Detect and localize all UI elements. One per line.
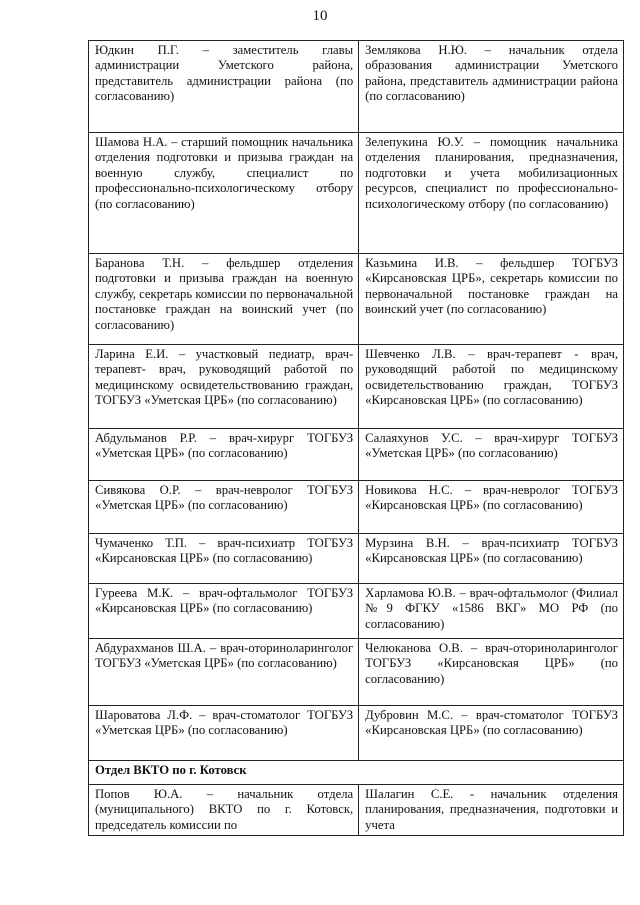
substitute-cell: Новикова Н.С. – врач-невролог ТОГБУЗ «Кирсановская ЦРБ» (по согласованию) (359, 481, 624, 534)
table-row (89, 41, 624, 133)
table-row (89, 639, 624, 706)
member-cell: Юдкин П.Г. – заместитель главы администрации Уметского района, представитель администрации района (по согласованию) (89, 41, 359, 133)
member-cell: Шамова Н.А. – старший помощник начальника отделения подготовки и призыва граждан на военную службу, специалист по профессионально-психологическому отбору (по согласованию) (89, 133, 359, 254)
table-row (89, 584, 624, 639)
substitute-cell: Мурзина В.Н. – врач-психиатр ТОГБУЗ «Кирсановская ЦРБ» (по согласованию) (359, 534, 624, 584)
member-cell: Сивякова О.Р. – врач-невролог ТОГБУЗ «Уметская ЦРБ» (по согласованию) (89, 481, 359, 534)
section-title: Отдел ВКТО по г. Котовск (89, 761, 624, 785)
table-row (89, 481, 624, 534)
substitute-cell: Челюканова О.В. – врач-оториноларинголог ТОГБУЗ «Кирсановская ЦРБ» (по согласованию) (359, 639, 624, 706)
member-cell: Гуреева М.К. – врач-офтальмолог ТОГБУЗ «Кирсановская ЦРБ» (по согласованию) (89, 584, 359, 639)
table-row (89, 785, 624, 836)
substitute-cell: Землякова Н.Ю. – начальник отдела образования администрации Уметского района, представитель администрации района (по согласованию) (359, 41, 624, 133)
substitute-cell: Дубровин М.С. – врач-стоматолог ТОГБУЗ «Кирсановская ЦРБ» (по согласованию) (359, 706, 624, 761)
member-cell: Чумаченко Т.П. – врач-психиатр ТОГБУЗ «Кирсановская ЦРБ» (по согласованию) (89, 534, 359, 584)
table-row (89, 133, 624, 254)
member-cell: Шароватова Л.Ф. – врач-стоматолог ТОГБУЗ «Уметская ЦРБ» (по согласованию) (89, 706, 359, 761)
substitute-cell: Шевченко Л.В. – врач-терапевт - врач, руководящий работой по медицинскому освидетельствованию граждан, ТОГБУЗ «Кирсановская ЦРБ» (по согласованию) (359, 345, 624, 429)
table-row (89, 345, 624, 429)
member-cell: Баранова Т.Н. – фельдшер отделения подготовки и призыва граждан на военную службу, секретарь комиссии по первоначальной постановке граждан на воинский учет (по согласованию) (89, 254, 359, 345)
substitute-cell: Зелепукина Ю.У. – помощник начальника отделения планирования, предназначения, подготовки и учета мобилизационных ресурсов, специалист по профессионально-психологическому отбору (по согласованию) (359, 133, 624, 254)
commission-table (88, 40, 624, 836)
substitute-cell: Харламова Ю.В. – врач-офтальмолог (Филиал №9 ФГКУ «1586 ВКГ» МО РФ (по согласованию) (359, 584, 624, 639)
member-cell: Попов Ю.А. – начальник отдела (муниципального) ВКТО по г. Котовск, председатель комиссии по (89, 785, 359, 836)
member-cell: Абдульманов Р.Р. – врач-хирург ТОГБУЗ «Уметская ЦРБ» (по согласованию) (89, 429, 359, 481)
table-row (89, 429, 624, 481)
substitute-cell: Шалагин С.Е. - начальник отделения планирования, предназначения, подготовки и учета (359, 785, 624, 836)
substitute-cell: Салаяхунов У.С. – врач-хирург ТОГБУЗ «Уметская ЦРБ» (по согласованию) (359, 429, 624, 481)
section-row (89, 761, 624, 785)
page-number: 10 (312, 8, 328, 24)
table-row (89, 706, 624, 761)
table-row (89, 534, 624, 584)
member-cell: Абдурахманов Ш.А. – врач-оториноларинголог ТОГБУЗ «Уметская ЦРБ» (по согласованию) (89, 639, 359, 706)
table-row (89, 254, 624, 345)
substitute-cell: Казьмина И.В. – фельдшер ТОГБУЗ «Кирсановская ЦРБ», секретарь комиссии по первоначальной постановке граждан на воинский учет (по согласованию) (359, 254, 624, 345)
member-cell: Ларина Е.И. – участковый педиатр, врач-терапевт- врач, руководящий работой по медицинскому освидетельствованию граждан, ТОГБУЗ «Уметская ЦРБ» (по согласованию) (89, 345, 359, 429)
